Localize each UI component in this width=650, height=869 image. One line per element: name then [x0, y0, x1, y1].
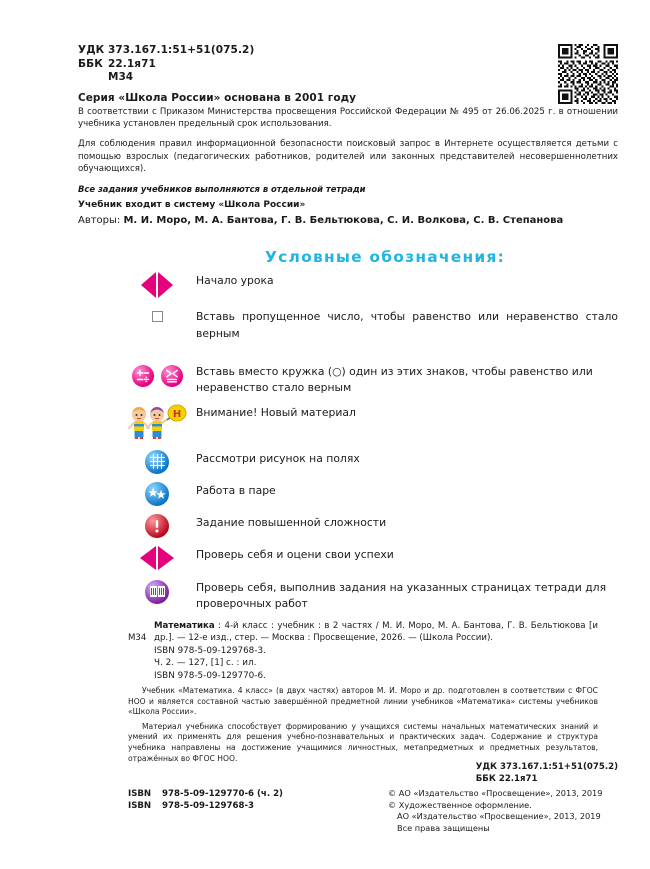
- footer-isbn-label-1: ISBN: [128, 789, 152, 799]
- footer-copyright-block: [388, 788, 602, 834]
- list-item: [118, 272, 618, 298]
- grid-glyph: [149, 453, 166, 470]
- bib-paragraph-2: Материал учебника способствует формированию у учащихся системы начальных математических знаний и умений их применять для решения учебно-познавательных и практических задач. Содержание и структура учебника направлены на достижение учащимися личностных, метапредметных и предметных результатов, отражённых во ФГОС НОО.: [128, 721, 598, 763]
- copyright-line-4: Все права защищены: [397, 822, 490, 833]
- legend-list: [118, 272, 618, 613]
- notebook-notice: Все задания учебников выполняются в отдельной тетради: [78, 184, 366, 195]
- exclamation-glyph: [150, 518, 164, 534]
- comparison-signs-circle: [161, 365, 183, 387]
- list-item: [118, 579, 618, 613]
- grid-circle-icon: [118, 450, 196, 474]
- legend-item-label: [196, 363, 618, 397]
- legend-item-label: Рассмотри рисунок на полях: [196, 451, 360, 465]
- safety-notice: Для соблюдения правил информационной безопасности поисковый запрос в Интернете осуществляется детьми с помощью взрослых (педагогических работников, родителей или законных представителей несовершеннолетних обучающихся).: [78, 139, 618, 174]
- list-item: [118, 546, 618, 570]
- copyright-line-3: АО «Издательство «Просвещение», 2013, 2019: [397, 811, 601, 822]
- open-book-circle: [145, 580, 169, 604]
- list-item: [118, 308, 618, 359]
- open-book-glyph: [149, 584, 166, 599]
- question-triangles-icon: [118, 546, 196, 570]
- question-triangle-left: [127, 546, 156, 570]
- empty-square-icon: [118, 308, 196, 322]
- authors-line: [78, 214, 618, 228]
- series-line: Серия «Школа России» основана в 2001 году: [78, 91, 357, 104]
- bib-details: : 4-й класс : учебник : в 2 частях / М. И. Моро, М. А. Бантова, Г. В. Бельтюкова [и др.]. — 12-е изд., стер. — Москва : Просвещение, 2026. — (Школа России).: [154, 621, 598, 644]
- copyright-line-2: © Художественное оформление.: [388, 799, 532, 810]
- legend-item-text: Вставь вместо кружка (○) один из этих знаков, чтобы равенство или неравенство стало верным: [196, 364, 593, 394]
- plus-minus-divide-circle: [132, 365, 154, 387]
- notices-block: [78, 106, 618, 228]
- bib-isbn-1: ISBN 978-5-09-129768-3.: [154, 645, 266, 656]
- footer-classification: [476, 762, 618, 785]
- system-notice: Учебник входит в систему «Школа России»: [78, 200, 306, 211]
- two-stars-glyph: [147, 485, 167, 502]
- authors-names: М. И. Моро, М. А. Бантова, Г. В. Бельтюкова, С. И. Волкова, С. В. Степанова: [123, 215, 564, 227]
- classification-block: [78, 44, 578, 104]
- shelf-code: М34: [108, 71, 134, 83]
- legend-item-label: Работа в паре: [196, 483, 276, 497]
- list-item: [118, 404, 618, 444]
- operation-signs-icon: [118, 363, 196, 387]
- bib-title: Математика: [154, 621, 215, 631]
- legend-item-label: Начало урока: [196, 274, 274, 287]
- bib-paragraph-1: Учебник «Математика. 4 класс» (в двух частях) авторов М. И. Моро и др. подготовлен в соответствии с ФГОС НОО и является составной частью завершённой предметной линии учебников «Математика» системы учебников «Школа России».: [128, 686, 598, 717]
- open-book-icon: [118, 579, 196, 604]
- udk-row: [78, 44, 578, 58]
- bbk-value: 22.1я71: [108, 57, 156, 70]
- double-triangle-glyph: [141, 272, 173, 298]
- question-triangle-right: [158, 546, 183, 570]
- footer-isbn-value-1: 978-5-09-129770-6 (ч. 2): [162, 789, 283, 799]
- exclamation-circle-icon: [118, 514, 196, 538]
- question-mark-left: ?: [127, 551, 133, 563]
- qr-code[interactable]: [558, 44, 618, 104]
- operation-signs-glyph: [132, 365, 183, 387]
- bib-part-line: Ч. 2. — 127, [1] с. : ил.: [154, 658, 257, 669]
- plus-minus-divide-glyph: [135, 368, 151, 384]
- footer-isbn-row-1: [128, 788, 283, 800]
- legend-item-label: Проверь себя, выполнив задания на указанных страницах тетради для проверочных работ: [196, 580, 607, 610]
- legend-item-label: Внимание! Новый материал: [196, 405, 356, 419]
- bib-isbn-2: ISBN 978-5-09-129770-6.: [154, 670, 266, 681]
- stars-circle-glyph: [145, 482, 169, 506]
- qr-code-icon: [558, 44, 618, 104]
- footer-isbn-label-2: ISBN: [128, 801, 152, 811]
- footer-isbn-block: [128, 788, 283, 812]
- list-item: [118, 363, 618, 397]
- list-item: [118, 514, 618, 538]
- stars-circle-icon: [118, 482, 196, 506]
- bbk-row: [78, 58, 578, 72]
- square-glyph: [152, 311, 163, 322]
- svg-text:Н: Н: [172, 408, 182, 420]
- footer-isbn-value-2: 978-5-09-129768-3: [162, 801, 255, 811]
- legend-item-label: Проверь себя и оцени свои успехи: [196, 547, 394, 561]
- legend-item-label: Вставь пропущенное число, чтобы равенство или неравенство стало верным: [196, 310, 618, 340]
- footer-udk: УДК 373.167.1:51+51(075.2): [475, 762, 618, 772]
- bibliographic-record: [128, 620, 598, 764]
- list-item: [118, 450, 618, 474]
- question-mark-right: ?: [177, 551, 183, 563]
- authors-label: Авторы:: [78, 215, 121, 227]
- legend-title: Условные обозначения:: [265, 248, 505, 266]
- grid-circle-glyph: [145, 450, 169, 474]
- udk-value: 373.167.1:51+51(075.2): [108, 44, 255, 56]
- order-notice: В соответствии с Приказом Министерства просвещения Российской Федерации № 495 от 26.06.2025 г. в отношении учебника установлен предельный срок использования.: [78, 107, 618, 130]
- bbk-label: ББК: [78, 57, 103, 70]
- question-triangles-glyph: [127, 546, 183, 570]
- exclamation-circle-glyph: [145, 514, 169, 538]
- udk-label: УДК: [78, 44, 105, 56]
- comparison-signs-glyph: [164, 368, 180, 384]
- list-item: [118, 482, 618, 506]
- bib-main-entry: [128, 620, 598, 645]
- triangle-right: [158, 272, 173, 298]
- footer-bbk: ББК 22.1я71: [475, 773, 538, 784]
- copyright-line-1: © АО «Издательство «Просвещение», 2013, 2019: [388, 788, 603, 798]
- footer-isbn-row-2: [128, 800, 283, 812]
- bib-shelf-code: М34: [128, 633, 147, 644]
- two-children-icon: [118, 404, 196, 444]
- two-children-glyph: [126, 404, 188, 444]
- legend-item-label: Задание повышенной сложности: [196, 515, 387, 529]
- double-triangle-icon: [118, 272, 196, 298]
- triangle-left: [141, 272, 156, 298]
